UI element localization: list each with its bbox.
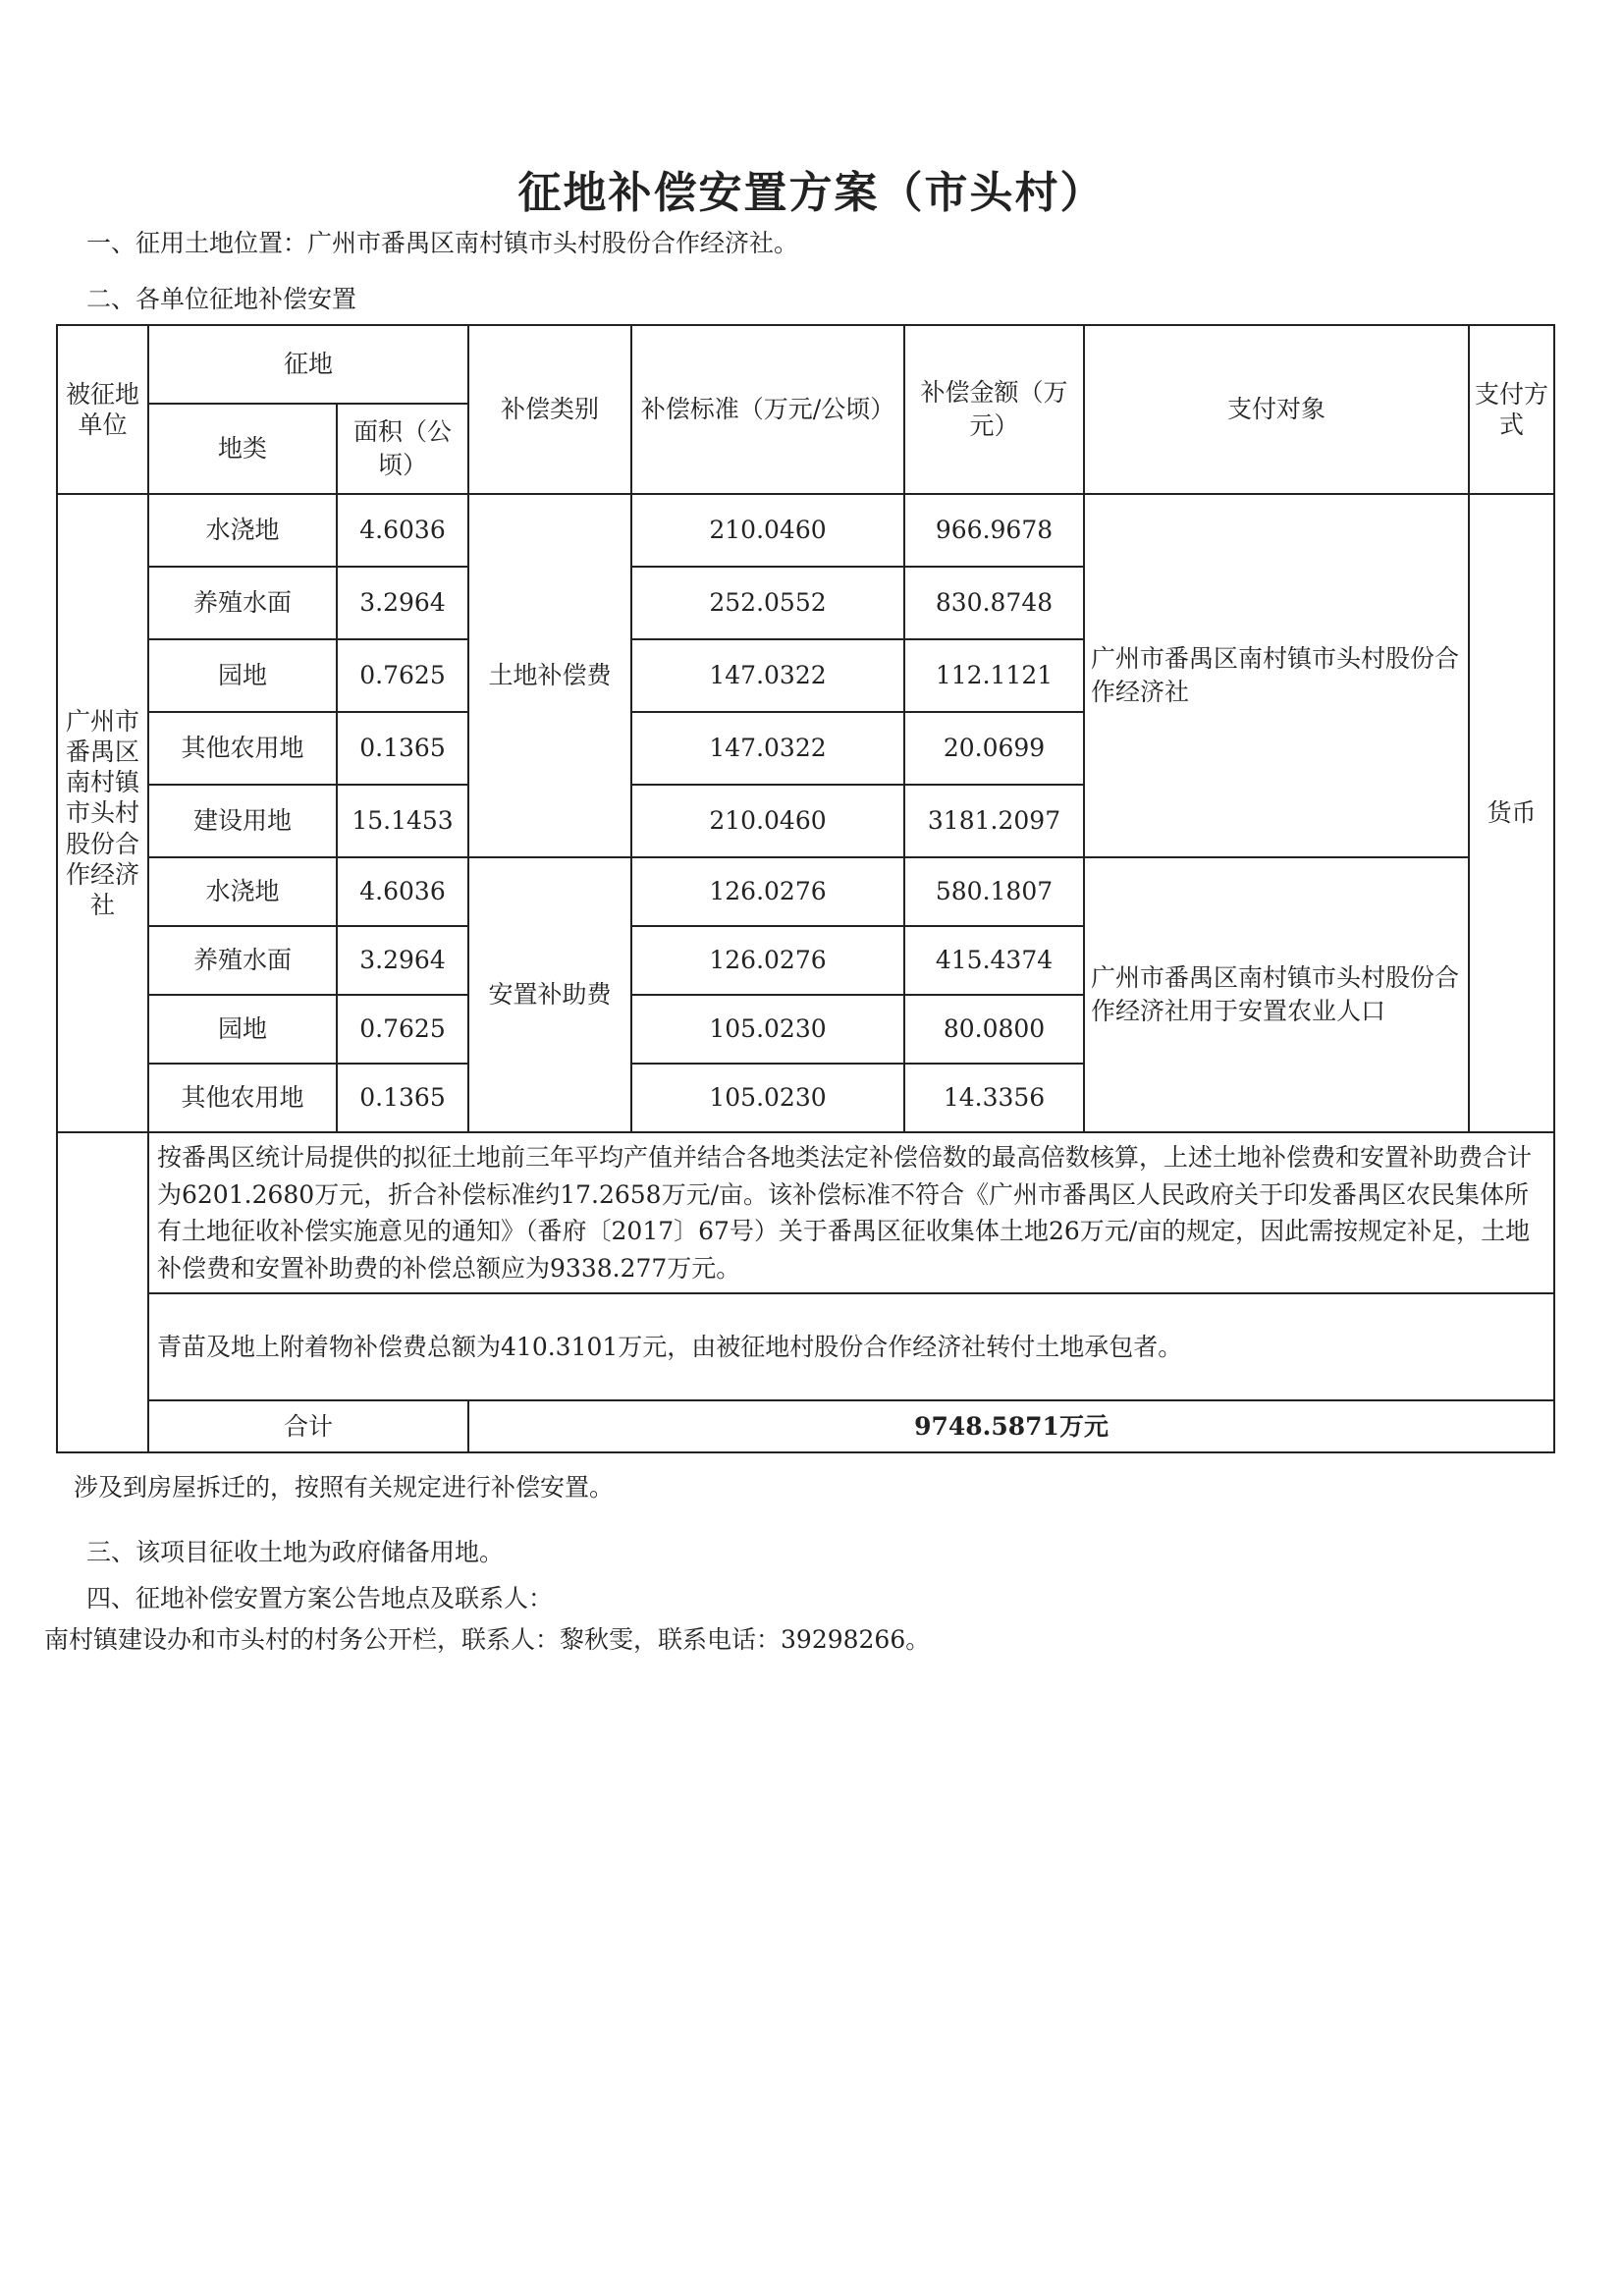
- unit-name: 广州市番禺区南村镇市头村股份合作经济社: [57, 494, 148, 1132]
- land-type: 园地: [148, 639, 337, 712]
- amount: 112.1121: [904, 639, 1084, 712]
- seedling-note: 青苗及地上附着物补偿费总额为410.3101万元，由被征地村股份合作经济社转付土地承包者。: [148, 1293, 1554, 1400]
- area: 0.1365: [337, 1064, 468, 1132]
- land-type: 园地: [148, 995, 337, 1064]
- land-type: 水浇地: [148, 857, 337, 926]
- standard: 252.0552: [631, 567, 904, 639]
- category: 土地补偿费: [468, 494, 631, 857]
- total-label: 合计: [148, 1400, 468, 1452]
- land-type: 其他农用地: [148, 712, 337, 785]
- unit-spacer: [57, 1132, 148, 1452]
- area: 3.2964: [337, 567, 468, 639]
- header-land-type: 地类: [148, 404, 337, 494]
- land-type: 其他农用地: [148, 1064, 337, 1132]
- area: 3.2964: [337, 926, 468, 995]
- payee: 广州市番禺区南村镇市头村股份合作经济社用于安置农业人口: [1084, 857, 1469, 1132]
- standard: 105.0230: [631, 1064, 904, 1132]
- standard: 126.0276: [631, 857, 904, 926]
- land-type: 养殖水面: [148, 926, 337, 995]
- standard: 210.0460: [631, 785, 904, 857]
- contact-info: 南村镇建设办和市头村的村务公开栏，联系人：黎秋雯，联系电话：39298266。: [44, 1625, 931, 1654]
- standard: 210.0460: [631, 494, 904, 567]
- header-payee: 支付对象: [1084, 325, 1469, 494]
- section-1: 一、征用土地位置：广州市番禺区南村镇市头村股份合作经济社。: [86, 229, 799, 257]
- amount: 20.0699: [904, 712, 1084, 785]
- amount: 580.1807: [904, 857, 1084, 926]
- area: 0.7625: [337, 639, 468, 712]
- area: 0.7625: [337, 995, 468, 1064]
- section-4: 四、征地补偿安置方案公告地点及联系人：: [86, 1584, 554, 1613]
- calculation-note: 按番禺区统计局提供的拟征土地前三年平均产值并结合各地类法定补偿倍数的最高倍数核算，上述土地补偿费和安置补助费合计为6201.2680万元，折合补偿标准约17.2658万元/亩。该补偿标准不符合《广州市番禺区人民政府关于印发番禺区农民集体所有土地征收补偿实施意见的通知》（番府〔2017〕67号）关于番禺区征收集体土地26万元/亩的规定，因此需按规定补足，土地补偿费和安置补助费的补偿总额应为9338.277万元。: [148, 1132, 1554, 1293]
- area: 4.6036: [337, 857, 468, 926]
- standard: 126.0276: [631, 926, 904, 995]
- amount: 966.9678: [904, 494, 1084, 567]
- header-category: 补偿类别: [468, 325, 631, 494]
- standard: 105.0230: [631, 995, 904, 1064]
- amount: 830.8748: [904, 567, 1084, 639]
- amount: 80.0800: [904, 995, 1084, 1064]
- header-amount: 补偿金额（万元）: [904, 325, 1084, 494]
- area: 4.6036: [337, 494, 468, 567]
- standard: 147.0322: [631, 639, 904, 712]
- land-type: 水浇地: [148, 494, 337, 567]
- header-land: 征地: [148, 325, 468, 404]
- section-2: 二、各单位征地补偿安置: [86, 285, 357, 313]
- area: 15.1453: [337, 785, 468, 857]
- amount: 415.4374: [904, 926, 1084, 995]
- category: 安置补助费: [468, 857, 631, 1132]
- demolition-note: 涉及到房屋拆迁的，按照有关规定进行补偿安置。: [74, 1473, 615, 1502]
- header-unit: 被征地单位: [57, 325, 148, 494]
- amount: 3181.2097: [904, 785, 1084, 857]
- amount: 14.3356: [904, 1064, 1084, 1132]
- standard: 147.0322: [631, 712, 904, 785]
- area: 0.1365: [337, 712, 468, 785]
- payment-method: 货币: [1469, 494, 1554, 1132]
- section-3: 三、该项目征收土地为政府储备用地。: [86, 1538, 505, 1566]
- header-standard: 补偿标准（万元/公顷）: [631, 325, 904, 494]
- payee: 广州市番禺区南村镇市头村股份合作经济社: [1084, 494, 1469, 857]
- land-type: 养殖水面: [148, 567, 337, 639]
- compensation-table: [56, 324, 1555, 1453]
- header-area: 面积（公顷）: [337, 404, 468, 494]
- page-title: 征地补偿安置方案（市头村）: [517, 168, 1106, 218]
- land-type: 建设用地: [148, 785, 337, 857]
- header-method: 支付方式: [1469, 325, 1554, 494]
- total-value: 9748.5871万元: [468, 1400, 1554, 1452]
